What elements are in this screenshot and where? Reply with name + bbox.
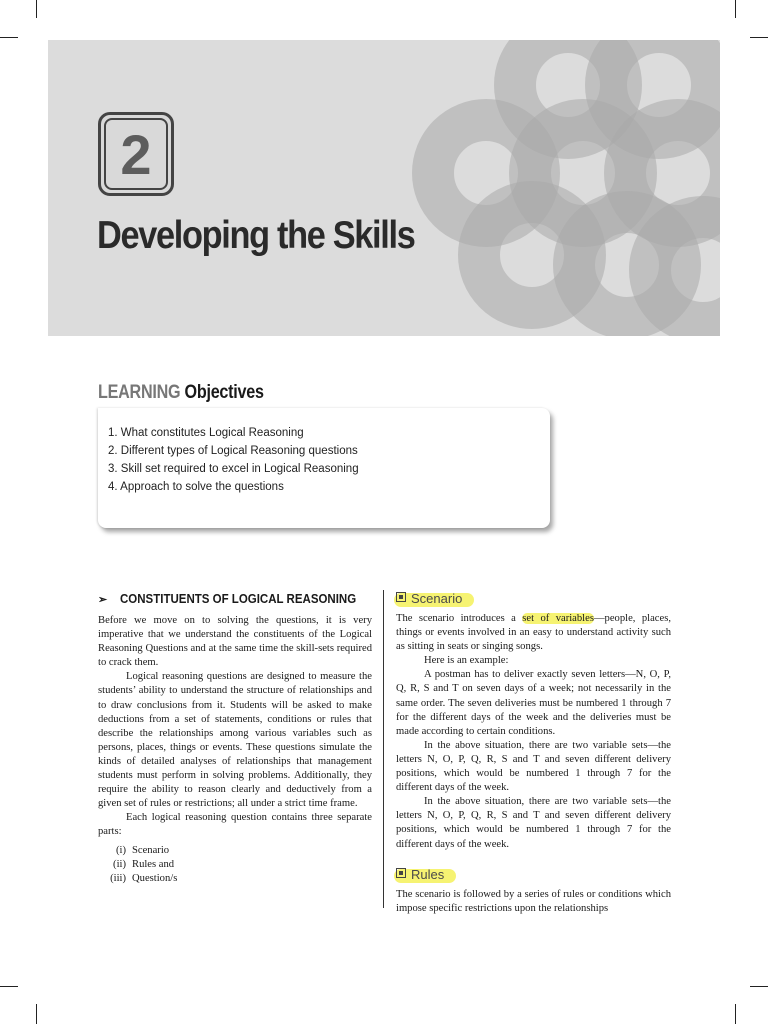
square-bullet-icon	[396, 868, 406, 878]
crop-mark	[735, 1004, 736, 1024]
chapter-title: Developing the Skills	[97, 214, 415, 257]
paragraph: Each logical reasoning question contains three separate parts:	[98, 812, 372, 838]
learning-objectives-box	[98, 408, 550, 528]
paragraph: A postman has to deliver exactly seven letters—N, O, P, Q, R, S and T on seven days of a week; not necessarily in the same order. The seven deliveries must be numbered 1 through 7 for the different days of the week and the deliveries must be made according to certain conditions.	[396, 669, 671, 737]
section-heading	[98, 590, 372, 610]
paragraph: Here is an example:	[424, 655, 509, 667]
learning-objectives-heading	[98, 382, 264, 404]
crop-mark	[735, 0, 736, 18]
crop-mark	[36, 0, 37, 18]
chapter-number-box	[98, 112, 174, 196]
heading-prefix: LEARNING	[98, 382, 181, 403]
paragraph: Before we move on to solving the questions, it is very imperative that we understand the constituents of the Logical Reasoning Questions and at the same time the skill-sets required to crack them.	[98, 615, 372, 669]
list-item: 4. Approach to solve the questions	[108, 481, 284, 493]
column-divider	[383, 590, 384, 908]
arrow-bullet-icon: ➢	[98, 594, 108, 606]
list-item: 1. What constitutes Logical Reasoning	[108, 427, 304, 439]
crop-mark	[36, 1004, 37, 1024]
chapter-number: 2	[120, 123, 152, 186]
rules-heading: Rules	[396, 866, 456, 888]
scenario-heading: Scenario	[396, 590, 474, 612]
square-bullet-icon	[396, 592, 406, 602]
crop-mark	[750, 37, 768, 38]
list-item: (ii) Rules and	[113, 858, 175, 870]
parts-list	[98, 844, 372, 886]
list-item: 3. Skill set required to excel in Logical Reasoning	[108, 463, 359, 475]
list-item: 2. Different types of Logical Reasoning questions	[108, 445, 358, 457]
heading-suffix: Objectives	[184, 382, 264, 403]
objectives-list	[108, 424, 359, 496]
list-item: (iii) Question/s	[110, 872, 178, 884]
crop-mark	[750, 986, 768, 987]
paragraph: Logical reasoning questions are designed to measure the students’ ability to understand the structure of relationships and to draw conclusions from it. Students will be asked to make deductions from a set of statements, conditions or rules that describe the relationships among various variables such as persons, places, things or events. These questions simulate the kinds of detailed analyses of relationships that management students must perform in solving problems. Additionally, they require the ability to reason clearly and deductively from a given set of rules or restrictions; all under a strict time frame.	[98, 671, 372, 810]
crop-mark	[0, 986, 18, 987]
list-item: (i) Scenario	[116, 844, 170, 856]
crop-mark	[0, 37, 18, 38]
highlighted-text: set of variables	[522, 613, 594, 624]
paragraph: The scenario is followed by a series of rules or conditions which impose specific restrictions upon the relationships	[396, 888, 671, 914]
right-column	[396, 590, 671, 916]
paragraph: In the above situation, there are two variable sets—the letters N, O, P, Q, R, S and T and seven different delivery positions, which would be numbered 1 through 7 for the different days of the week.	[396, 739, 671, 794]
left-column	[98, 590, 372, 886]
paragraph: The scenario introduces a set of variables—people, places, things or events involved in an easy to understand activity such as sitting in seats or singing songs.	[396, 613, 671, 653]
section-title: CONSTITUENTS OF LOGICAL REASONING	[120, 592, 357, 606]
paragraph: In the above situation, there are two variable sets—the letters N, O, P, Q, R, S and T and seven different delivery positions, which would be numbered 1 through 7 for the different days of the week.	[396, 796, 671, 850]
